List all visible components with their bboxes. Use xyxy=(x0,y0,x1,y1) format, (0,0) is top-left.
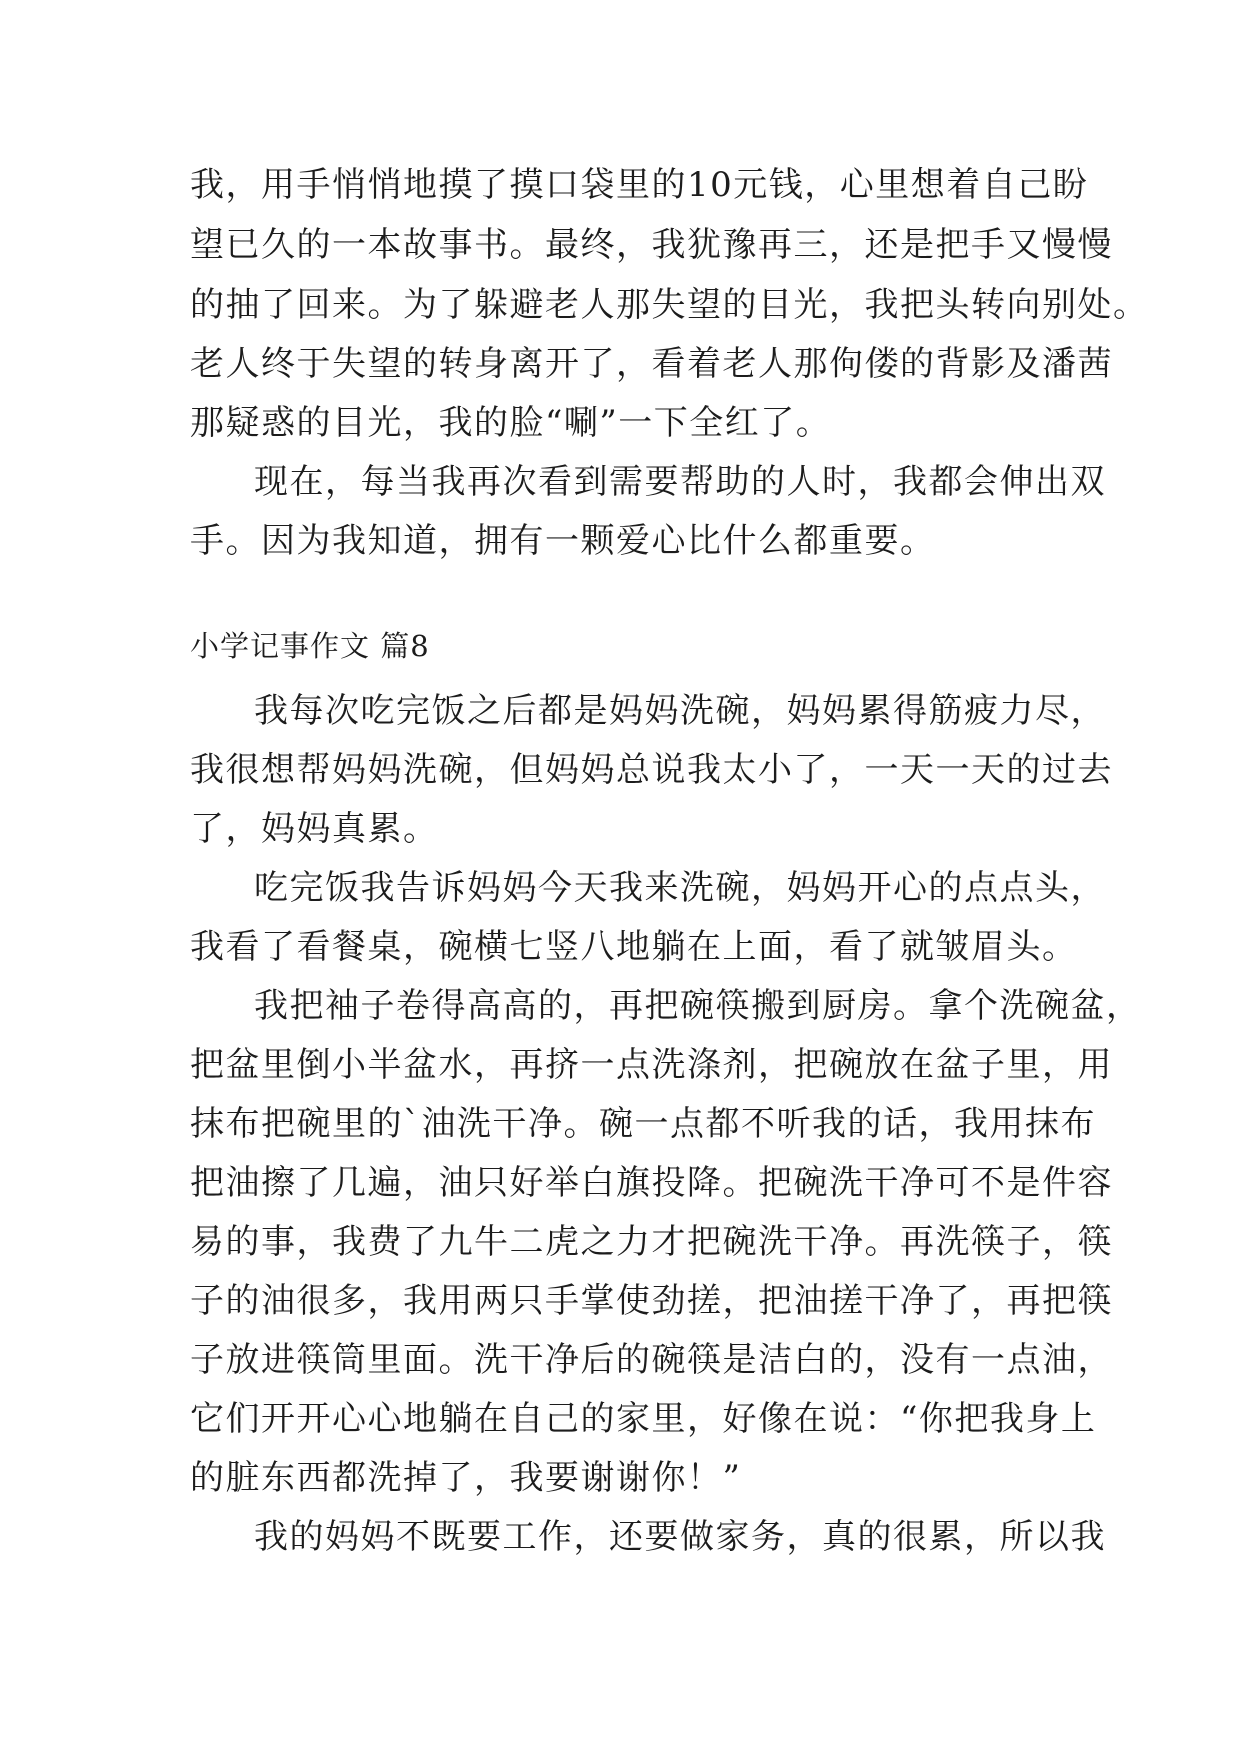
text-line: 的脏东西都洗掉了，我要谢谢你！” xyxy=(190,1458,742,1498)
text-line: 子的油很多，我用两只手掌使劲搓，把油搓干净了，再把筷 xyxy=(190,1281,1113,1321)
text-line: 手。因为我知道，拥有一颗爱心比什么都重要。 xyxy=(190,521,936,561)
text-line: 我看了看餐桌，碗横七竖八地躺在上面，看了就皱眉头。 xyxy=(190,927,1078,967)
text-line: 抹布把碗里的`油洗干净。碗一点都不听我的话，我用抹布 xyxy=(190,1104,1096,1144)
text-line: 把油擦了几遍，油只好举白旗投降。把碗洗干净可不是件容 xyxy=(190,1163,1113,1203)
section-heading: 小学记事作文 篇8 xyxy=(190,629,430,663)
text-line: 把盆里倒小半盆水，再挤一点洗涤剂，把碗放在盆子里，用 xyxy=(190,1045,1113,1085)
text-line: 了，妈妈真累。 xyxy=(190,809,439,849)
text-line: 那疑惑的目光，我的脸“唰”一下全红了。 xyxy=(190,403,832,443)
paragraph-start-line: 我把袖子卷得高高的，再把碗筷搬到厨房。拿个洗碗盆， xyxy=(254,986,1142,1026)
text-line: 我很想帮妈妈洗碗，但妈妈总说我太小了，一天一天的过去 xyxy=(190,750,1113,790)
text-line: 望已久的一本故事书。最终，我犹豫再三，还是把手又慢慢 xyxy=(190,225,1113,265)
paragraph-start-line: 我的妈妈不既要工作，还要做家务，真的很累，所以我 xyxy=(254,1517,1106,1557)
paragraph-start-line: 吃完饭我告诉妈妈今天我来洗碗，妈妈开心的点点头， xyxy=(254,868,1106,908)
text-line: 的抽了回来。为了躲避老人那失望的目光，我把头转向别处。 xyxy=(190,285,1149,325)
text-line: 老人终于失望的转身离开了，看着老人那佝偻的背影及潘茜 xyxy=(190,344,1113,384)
text-line: 我，用手悄悄地摸了摸口袋里的10元钱，心里想着自己盼 xyxy=(190,165,1089,205)
paragraph-start-line: 现在，每当我再次看到需要帮助的人时，我都会伸出双 xyxy=(254,462,1106,502)
text-line: 易的事，我费了九牛二虎之力才把碗洗干净。再洗筷子，筷 xyxy=(190,1222,1113,1262)
paragraph-start-line: 我每次吃完饭之后都是妈妈洗碗，妈妈累得筋疲力尽， xyxy=(254,691,1106,731)
text-line: 它们开开心心地躺在自己的家里，好像在说：“你把我身上 xyxy=(190,1399,1097,1439)
text-line: 子放进筷筒里面。洗干净后的碗筷是洁白的，没有一点油， xyxy=(190,1340,1113,1380)
